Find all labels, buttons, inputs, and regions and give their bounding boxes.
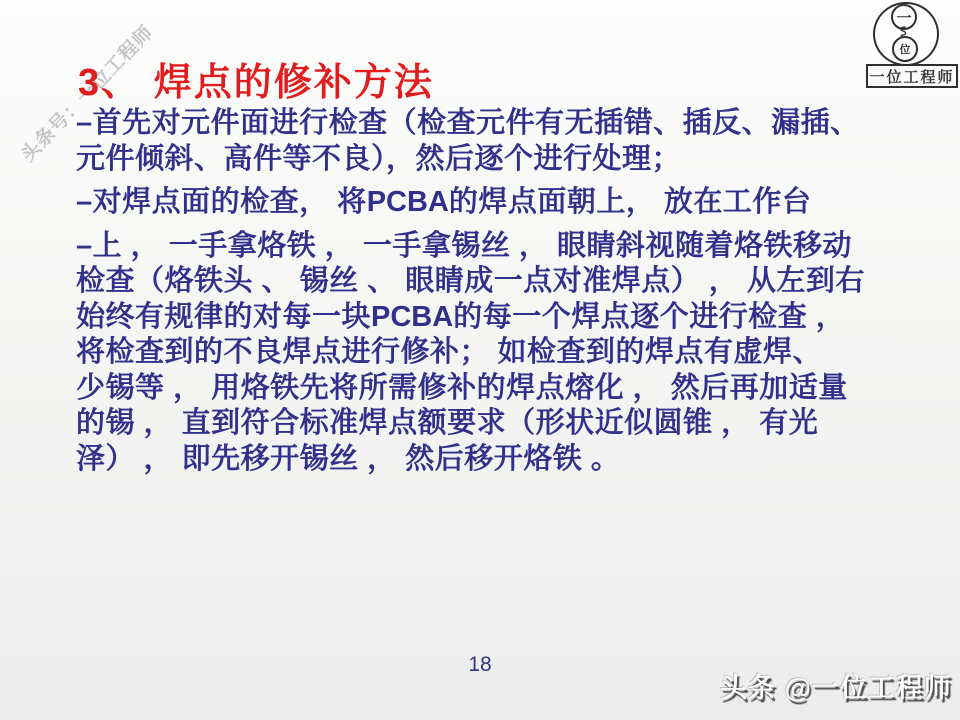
paragraph (76, 229, 926, 478)
logo-bottom-circle-icon: 位 (892, 36, 918, 62)
body-line (76, 442, 926, 478)
bold-segment: PCBA (366, 186, 449, 218)
text-segment: 的每一个焊点逐个进行检查 ， (453, 300, 846, 333)
text-segment: 将检查到的不良焊点进行修补； 如检查到的焊点有虚焊、 (76, 336, 823, 368)
text-segment: 的锡 ， 直到符合标准焊点额要求（形状近似圆锥 ， 有光 (76, 407, 819, 439)
text-segment: 泽） ， 即先移开锡丝 ， 然后移开烙铁 。 (76, 442, 621, 475)
bold-segment: PCBA (371, 300, 454, 333)
text-segment: –对焊点面的检查， 将 (76, 186, 367, 218)
text-segment: –首先对元件面进行检查（检查元件有无插错、插反、漏插、 (76, 107, 860, 139)
bottom-right-watermark: 头条 @一位工程师 (720, 673, 952, 703)
text-segment: 始终有规律的对每一块 (76, 300, 372, 333)
body-line (76, 264, 926, 300)
paragraph (76, 185, 926, 221)
body-line (76, 142, 926, 178)
body-text (76, 106, 926, 485)
body-line (76, 335, 926, 371)
body-line (76, 185, 926, 221)
text-segment: 元件倾斜、高件等不良），然后逐个进行处理； (76, 142, 682, 175)
page-number: 18 (468, 653, 492, 676)
body-line (76, 300, 926, 336)
text-segment: 少锡等 ， 用烙铁先将所需修补的焊点熔化 ， 然后再加适量 (76, 371, 848, 404)
text-segment: 检查（烙铁头 、 锡丝 、 眼睛成一点对准焊点） ， 从左到右 (76, 265, 865, 297)
logo-label: 一位工程师 (866, 64, 958, 88)
logo-top-circle-icon: 一 (891, 4, 917, 30)
paragraph (76, 106, 926, 177)
body-line (76, 229, 926, 265)
body-line (76, 371, 926, 407)
slide-title: 3、 焊点的修补方法 (78, 62, 434, 105)
text-segment: 的焊点面朝上， 放在工作台 (448, 186, 812, 218)
text-segment: –上 ， 一手拿烙铁 ， 一手拿锡丝 ， 眼睛斜视随着烙铁移动 (76, 229, 852, 262)
body-line (76, 106, 926, 142)
diagonal-watermark: 头条号：一位工程师 (17, 21, 158, 167)
body-line (76, 406, 926, 442)
publisher-logo (860, 0, 960, 92)
